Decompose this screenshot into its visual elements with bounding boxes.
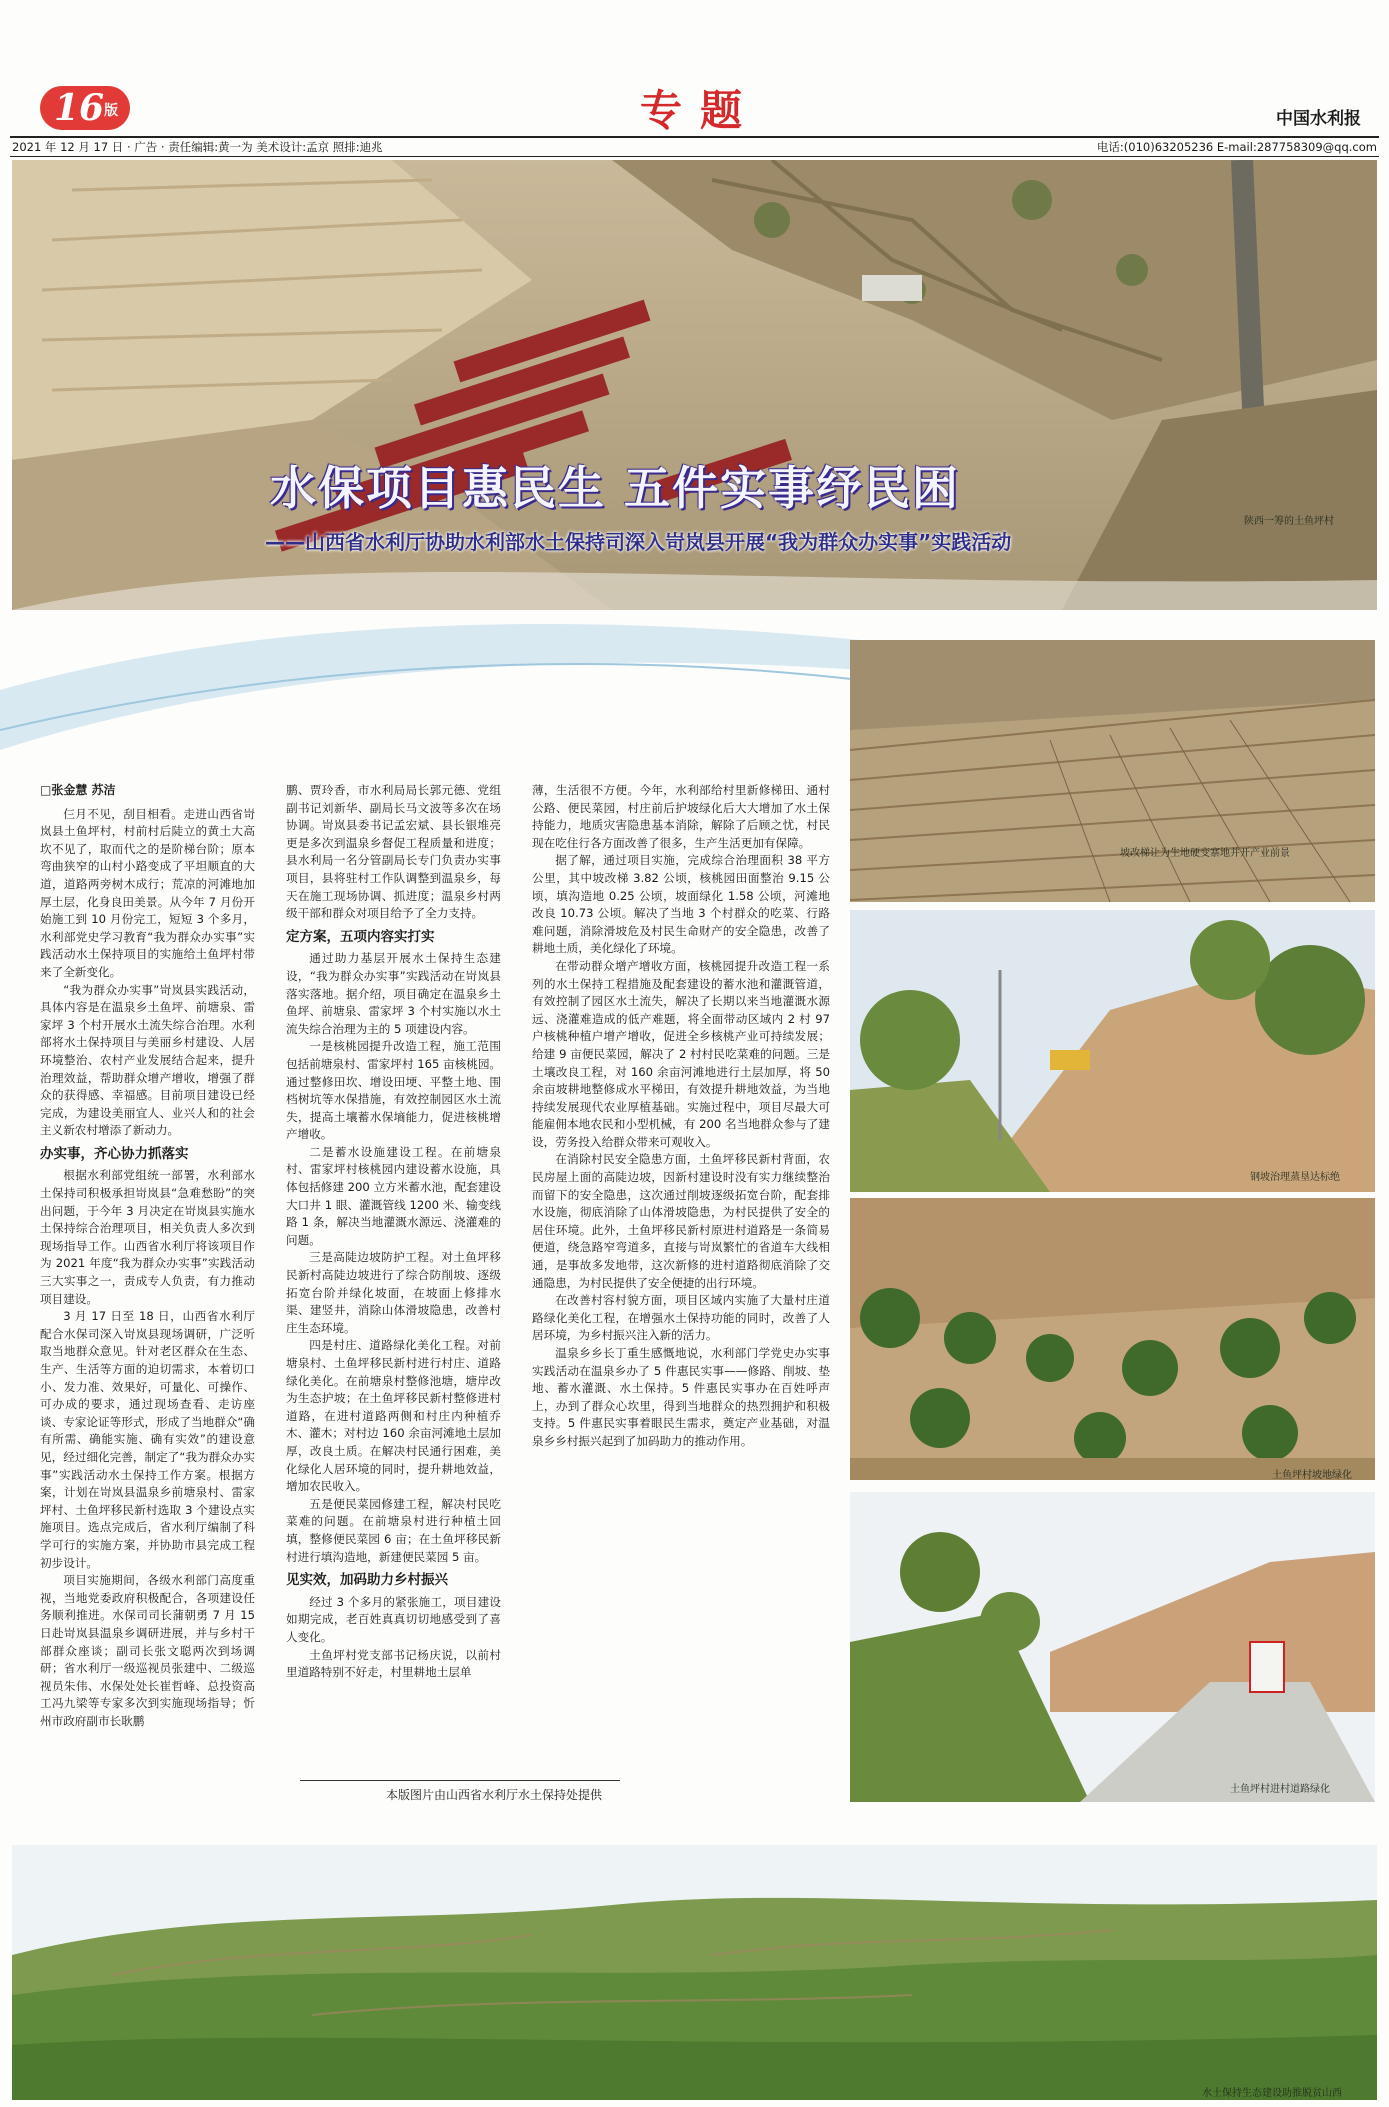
photo-terraced-fields (850, 640, 1375, 902)
photo-credit: 本版图片由山西省水利厅水土保持处提供 (386, 1788, 603, 1802)
paragraph: 仨月不见，刮目相看。走进山西省岢岚县土鱼坪村，村前村后陡立的黄土大高坎不见了，取而代之的是阶梯台阶；原本弯曲狭窄的山村小路变成了平坦顺直的大道，道路两旁树木成行；荒凉的河滩地加厚土层，化身良田美景。从今年 7 月份开始施工到 10 月份完工，短短 3 个多月，水利部党史学习教育“我为群众办实事”实践活动水土保持项目的实施给土鱼坪村带来了全新变化。 (40, 806, 255, 979)
paragraph: 通过助力基层开展水土保持生态建设，“我为群众办实事”实践活动在岢岚县落实落地。据介绍，项目确定在温泉乡土鱼坪、前塘泉、雷家坪 3 个村实施以水土流失综合治理为主的 5 项建设内容。 (286, 951, 501, 1036)
page-number-badge: 16版 (40, 86, 130, 130)
article-column-3 (532, 782, 830, 1451)
paragraph: 在改善村容村貌方面，项目区域内实施了大量村庄道路绿化美化工程，在增强水土保持功能的同时，改善了人居环境，为乡村振兴注入新的活力。 (532, 1293, 830, 1343)
newspaper-name: 中国水利报 (1276, 109, 1361, 129)
hero-caption: 陕西一筹的土鱼坪村 (1244, 516, 1334, 527)
paragraph: 据了解，通过项目实施，完成综合治理面积 38 平方公里，其中坡改梯 3.82 公顷，核桃园田面整治 9.15 公顷，填沟造地 0.25 公顷，坡面绿化 1.58 公顷，河滩地改良 10.73 公顷。解决了当地 3 个村群众的吃菜、行路难问题，消除滑坡危及村民生命财产的安全隐患，改善了耕地土质，美化绿化了环境。 (532, 853, 830, 956)
issue-info: 2021 年 12 月 17 日 · 广告 · 责任编辑:黄一为 美术设计:孟京 照排:迪兆 (12, 140, 383, 154)
photo-slope-greening (850, 1198, 1375, 1480)
photo-credit-rule (300, 1780, 620, 1781)
byline: □张金慧 苏洁 (40, 783, 116, 797)
paragraph: 一是核桃园提升改造工程，施工范围包括前塘泉村、雷家坪村 165 亩核桃园。通过整修田坎、增设田埂、平整土地、围档树坑等水保措施，有效控制园区水土流失，提高土壤蓄水保墒能力，促进核桃增产增收。 (286, 1039, 502, 1142)
photo-village-road (850, 1492, 1375, 1802)
paragraph: 根据水利部党组统一部署，水利部水土保持司积极承担岢岚县“急难愁盼”的突出问题，于今年 3 月决定在岢岚县实施水土保持综合治理项目，相关负责人多次到现场指导工作。山西省水利厅将该项目作为 2021 年度“我为群众办实事”实践活动三大实事之一，责成专人负责，有力推动项目建设。 (40, 1168, 255, 1306)
section-heading: 办实事，齐心协力抓落实 (40, 1145, 189, 1162)
article-column-1 (40, 782, 255, 1730)
photo4-caption: 土鱼坪村进村道路绿化 (1230, 1784, 1330, 1795)
paragraph: 五是便民菜园修建工程，解决村民吃菜难的问题。在前塘泉村进行种植土回填，整修便民菜园 6 亩；在土鱼坪移民新村进行填沟造地，新建便民菜园 5 亩。 (286, 1496, 501, 1564)
photo-slope-treatment (850, 910, 1375, 1192)
paragraph: “我为群众办实事”岢岚县实践活动，具体内容是在温泉乡土鱼坪、前塘泉、雷家坪 3 个村开展水土流失综合治理。水利部将水土保持项目与美丽乡村建设、人居环境整治、农村产业发展结合起来，提升治理效益，帮助群众增产增收，增强了群众的获得感、幸福感。目前项目建设已经完成，为建设美丽宜人、业兴人和的社会主义新农村增添了新动力。 (40, 982, 255, 1138)
paragraph: 三是高陡边坡防护工程。对土鱼坪移民新村高陡边坡进行了综合防削坡、逐级拓宽台阶并绿化坡面，在坡面上修排水渠、建竖井，消除山体滑坡隐患，改善村庄生态环境。 (286, 1250, 501, 1335)
paragraph: 土鱼坪村党支部书记杨庆说，以前村里道路特别不好走，村里耕地土层单 (286, 1647, 501, 1680)
main-headline: 水保项目惠民生 五件实事纾民困 (270, 461, 961, 515)
section-heading: 定方案，五项内容实打实 (286, 928, 435, 945)
paragraph: 鹏、贾玲香，市水利局局长郭元德、党组副书记刘新华、副局长马文波等多次在场协调。岢岚县委书记孟宏斌、县长银堆亮更是多次到温泉乡督促工程质量和进度；县水利局一名分管副局长专门负责办实事项目，县将驻村工作队调整到温泉乡，每天在施工现场协调、抓进度；温泉乡村两级干部和群众对项目给予了全力支持。 (286, 783, 501, 921)
bottom-landscape-photo (12, 1845, 1377, 2100)
photo2-caption: 钢坡治理蒸垦达标绝 (1250, 1172, 1340, 1183)
section-title: 专题 (639, 86, 760, 135)
paragraph: 项目实施期间，各级水利部门高度重视，当地党委政府积极配合，各项建设任务顺利推进。水保司司长蒲朝勇 7 月 15 日赴岢岚县温泉乡调研进展，并与乡村干部群众座谈；副司长张文聪两次到场调研；省水利厅一级巡视员张建中、二级巡视员朱伟、水保处处长崔哲峰、总投资高工冯九梁等专家多次到实施现场指导；忻州市政府副市长耿鹏 (40, 1573, 255, 1728)
paragraph: 四是村庄、道路绿化美化工程。对前塘泉村、土鱼坪移民新村进行村庄、道路绿化美化。在前塘泉村整修池塘，塘岸改为生态护坡；在土鱼坪移民新村整修进村道路，在进村道路两侧和村庄内种植乔木、灌木；对村边 160 余亩河滩地土层加厚，改良土质。在解决村民通行困难，美化绿化人居环境的同时，提升耕地效益，增加农民收入。 (286, 1338, 502, 1494)
paragraph: 在带动群众增产增收方面，核桃园提升改造工程一系列的水土保持工程措施及配套建设的蓄水池和灌溉管道，有效控制了园区水土流失，解决了长期以来当地灌溉水源远、浇灌难造成的低产难题，将全面带动区域内 2 村 97 户核桃种植户增产增收，促进全乡核桃产业可持续发展；给建 9 亩便民菜园，解决了 2 村村民吃菜难的问题。三是土壤改良工程，对 160 余亩河滩地进行土层加厚，将 50 余亩坡耕地整修成水平梯田，有效提升耕地效益，为当地持续发展现代农业厚植基础。实施过程中，项目尽最大可能雇佣本地农民和小型机械，有 200 名当地群众参与了建设，劳务投入给群众带来可观收入。 (532, 958, 830, 1149)
photo3-caption: 土鱼坪村坡地绿化 (1272, 1470, 1352, 1481)
photo1-caption: 坡改梯让为生地硬变寨地并开产业前景 (1120, 848, 1290, 859)
bottom-caption: 水土保持生态建设助推脱贫山西 (1202, 2088, 1342, 2099)
contact-info: 电话:(010)63205236 E-mail:287758309@qq.com (1096, 140, 1377, 154)
header-rule-lower (10, 156, 1379, 157)
subheadline: ——山西省水利厅协助水利部水土保持司深入岢岚县开展“我为群众办实事”实践活动 (265, 530, 1012, 554)
info-bar (12, 138, 1377, 156)
decorative-swoosh (0, 600, 860, 780)
section-heading: 见实效，加码助力乡村振兴 (286, 1572, 448, 1589)
paragraph: 二是蓄水设施建设工程。在前塘泉村、雷家坪村核桃园内建设蓄水设施，具体包括修建 200 立方米蓄水池，配套建设大口井 1 眼、灌溉管线 1200 米、输变线路 1 条，解决当地灌溉水源远、浇灌难的问题。 (286, 1144, 502, 1247)
paragraph: 在消除村民安全隐患方面，土鱼坪移民新村背面，农民房屋上面的高陡边坡，因新村建设时没有实力继续整治而留下的安全隐患，这次通过削坡逐级拓宽台阶，配套排水设施，彻底消除了山体滑坡隐患，为村民提供了安全的居住环境。此外，土鱼坪移民新村原进村道路是一条简易便道，绕急路窄弯道多，直接与岢岚繁忙的省道车大线相通，是事故多发地带，这次新修的进村道路彻底消除了交通隐患，为村民提供了安全便捷的出行环境。 (532, 1152, 830, 1290)
article-column-2 (286, 782, 501, 1682)
paragraph: 薄，生活很不方便。今年，水利部给村里新修梯田、通村公路、便民菜园，村庄前后护坡绿化后大大增加了水土保持能力，地质灾害隐患基本消除，解除了后顾之忧，村民现在吃住行各方面改善了很多，生产生活更加有保障。 (532, 783, 830, 850)
paragraph: 经过 3 个多月的紧张施工，项目建设如期完成，老百姓真真切切地感受到了喜人变化。 (286, 1594, 501, 1644)
paragraph: 3 月 17 日至 18 日，山西省水利厅配合水保司深入岢岚县现场调研，广泛听取当地群众意见。针对老区群众在生态、生产、生活等方面的迫切需求，本着切口小、发力准、效果好，可量化、可操作、可办成的要求，通过现场查看、走访座谈、专家论证等形式，形成了当地群众“确有所需、确能实施、确有实效”的建设意见，经过细化完善，制定了“我为群众办实事”实践活动水土保持工作方案。根据方案，计划在岢岚县温泉乡前塘泉村、雷家坪村、土鱼坪移民新村选取 3 个建设点实施项目。选点完成后，省水利厅编制了科学可行的实施方案，并协助市县完成工程初步设计。 (40, 1309, 255, 1570)
paragraph: 温泉乡乡长丁重生感慨地说，水利部门学党史办实事实践活动在温泉乡办了 5 件惠民实事——修路、削坡、垫地、蓄水灌溉、水土保持。5 件惠民实事办在百姓呼声上，办到了群众心坎里，得到当地群众的热烈拥护和积极支持。5 件惠民实事着眼民生需求，奠定产业基础，对温泉乡乡村振兴起到了加码助力的推动作用。 (532, 1346, 830, 1448)
